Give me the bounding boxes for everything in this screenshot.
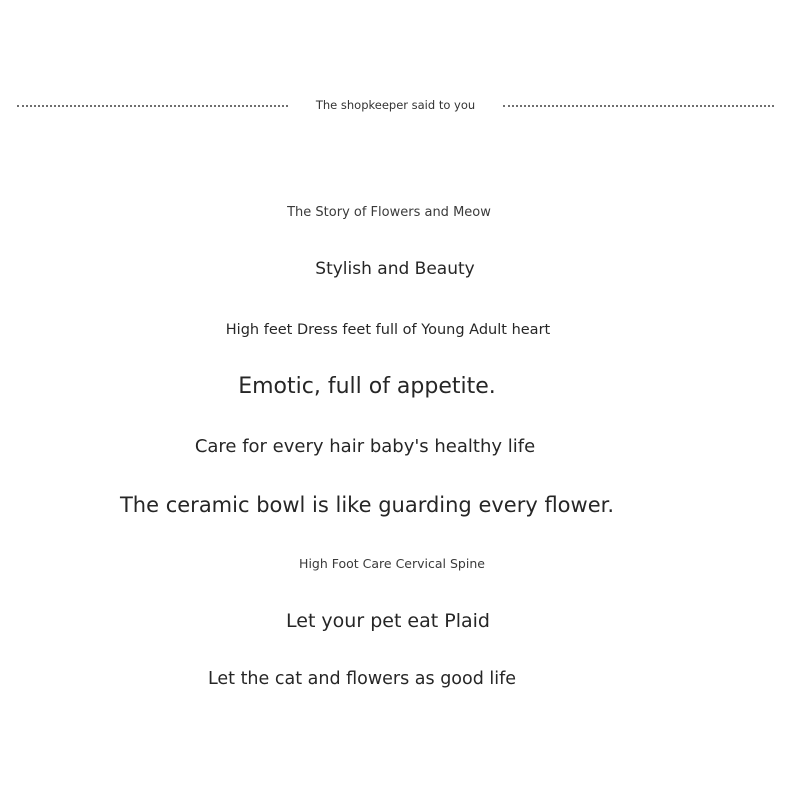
section-header: The shopkeeper said to you [315,98,476,112]
dotted-divider-left [17,105,288,107]
story-line-3: High feet Dress feet full of Young Adult heart [225,322,551,338]
story-line-6: The ceramic bowl is like guarding every flower. [119,493,614,517]
dotted-divider-right [503,105,774,107]
header-divider [0,96,790,116]
story-line-4: Emotic, full of appetite. [238,374,496,399]
story-line-7: High Foot Care Cervical Spine [299,556,485,571]
story-line-8: Let your pet eat Plaid [286,610,490,632]
story-line-5: Care for every hair baby's healthy life [194,436,536,457]
story-line-9: Let the cat and flowers as good life [207,669,517,689]
story-line-2: Stylish and Beauty [315,259,475,279]
story-line-1: The Story of Flowers and Meow [287,205,491,220]
